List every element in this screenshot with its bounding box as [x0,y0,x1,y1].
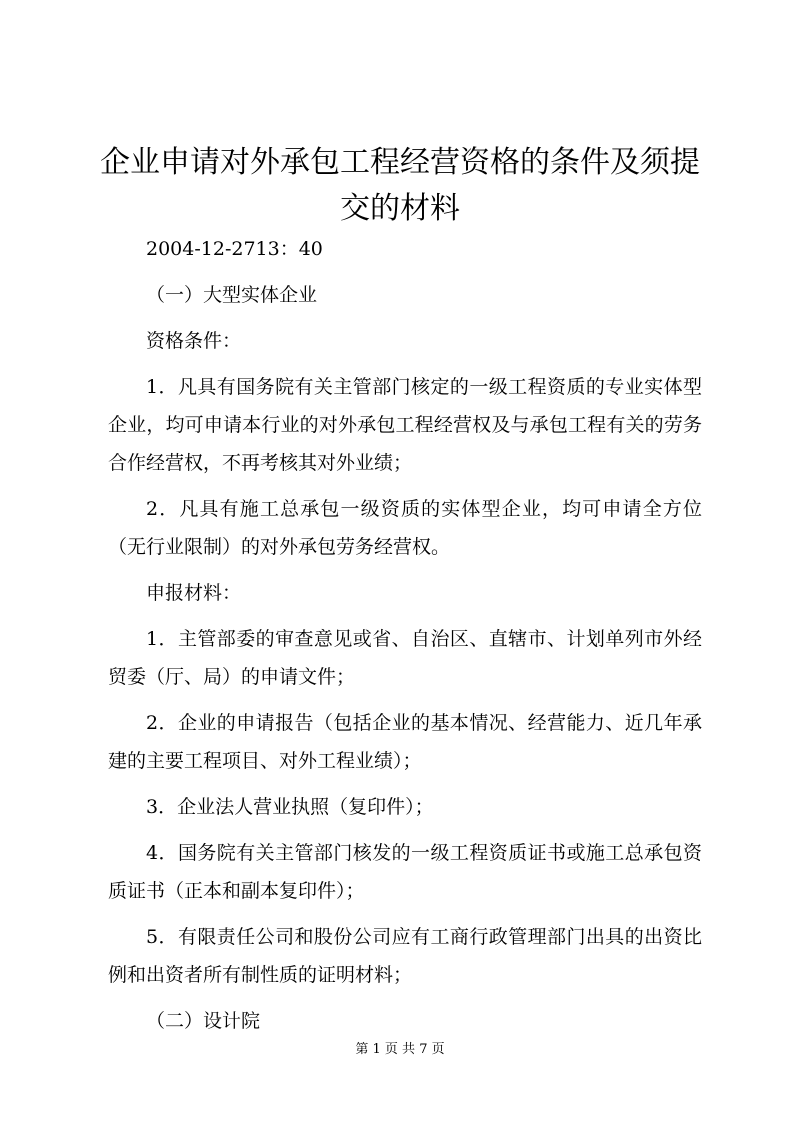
qualification-item-1: 1．凡具有国务院有关主管部门核定的一级工程资质的专业实体型企业，均可申请本行业的对外承包工程经营权及与承包工程有关的劳务合作经营权，不再考核其对外业绩； [108,376,702,474]
section-heading-large-enterprise: （一）大型实体企业 [146,284,318,306]
document-body [108,230,702,1048]
material-item-3: 3．企业法人营业执照（复印件）； [146,796,434,818]
qualification-item-2: 2．凡具有施工总承包一级资质的实体型企业，均可申请全方位（无行业限制）的对外承包劳务经营权。 [108,498,702,558]
subheading-qualification: 资格条件： [146,330,242,352]
document-title: 企业申请对外承包工程经营资格的条件及须提交的材料 [100,145,700,226]
material-item-1: 1．主管部委的审查意见或省、自治区、直辖市、计划单列市外经贸委（厅、局）的申请文件； [108,628,702,688]
material-item-4: 4．国务院有关主管部门核发的一级工程资质证书或施工总承包资质证书（正本和副本复印件）； [108,842,702,902]
section-heading-design-institute: （二）设计院 [146,1010,261,1032]
page-footer: 第 1 页 共 7 页 [355,1042,445,1057]
subheading-materials: 申报材料： [146,582,242,604]
material-item-5: 5．有限责任公司和股份公司应有工商行政管理部门出具的出资比例和出资者所有制性质的证明材料； [108,926,702,986]
material-item-2: 2．企业的申请报告（包括企业的基本情况、经营能力、近几年承建的主要工程项目、对外工程业绩）； [108,712,702,772]
timestamp: 2004-12-2713：40 [146,238,323,260]
